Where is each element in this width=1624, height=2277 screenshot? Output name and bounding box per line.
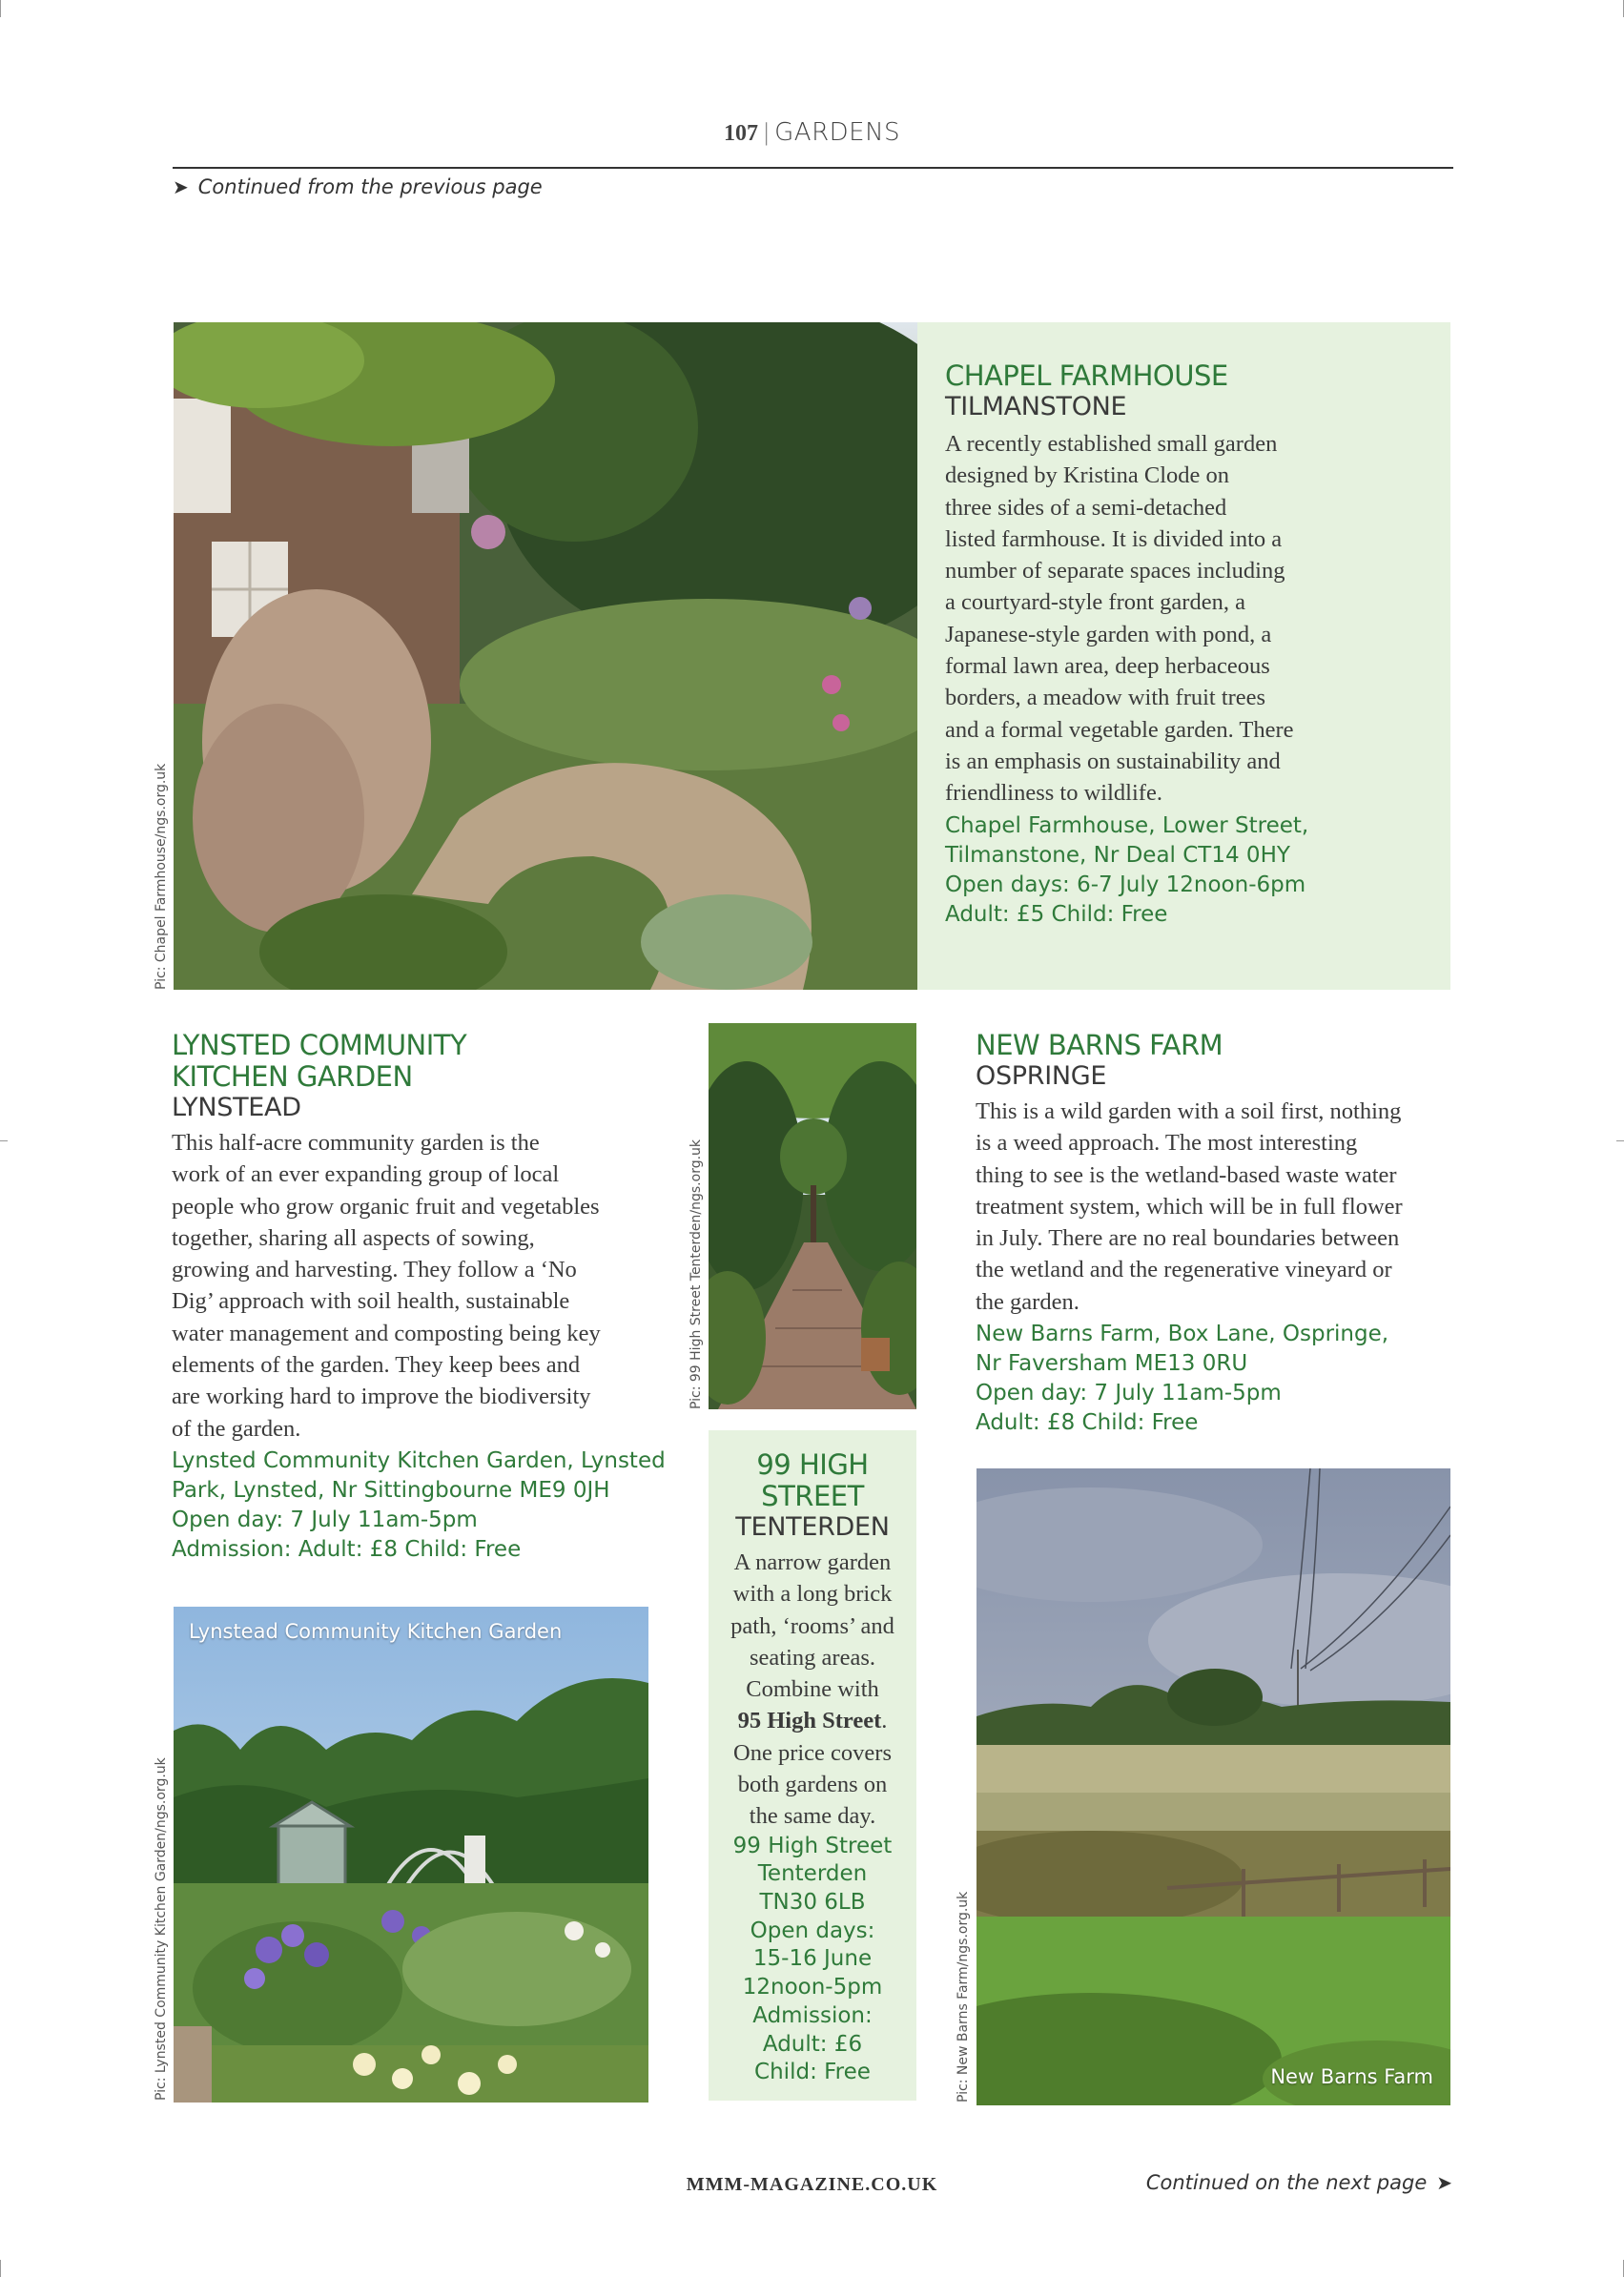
new-barns-photo-credit: Pic: New Barns Farm/ngs.org.uk bbox=[956, 1891, 971, 2103]
high-street-photo-credit: Pic: 99 High Street Tenterden/ngs.org.uk bbox=[689, 1138, 704, 1409]
new-barns-photo bbox=[976, 1468, 1450, 2105]
garden-photo-illustration bbox=[709, 1023, 916, 1409]
arrow-right-icon: ➤ bbox=[173, 175, 189, 198]
chapel-farmhouse-photo bbox=[174, 322, 917, 990]
high-street-photo bbox=[709, 1023, 916, 1409]
page-header: 107 | GARDENS bbox=[723, 118, 901, 147]
garden-details: 99 High Street Tenterden TN30 6LB Open days: 15-16 June 12noon-5pm Admission: Adult: £6 Child: Free bbox=[732, 1833, 893, 2085]
new-barns-photo-label: New Barns Farm bbox=[1270, 2065, 1433, 2088]
lynsted-photo bbox=[174, 1607, 648, 2103]
continued-from-note: ➤ Continued from the previous page bbox=[173, 175, 543, 198]
garden-photo-illustration bbox=[174, 1607, 648, 2103]
arrow-right-icon: ➤ bbox=[1436, 2171, 1452, 2194]
garden-title: CHAPEL FARMHOUSE bbox=[945, 359, 1228, 392]
lynsted-photo-credit: Pic: Lynsted Community Kitchen Garden/ngs.org.uk bbox=[154, 1757, 169, 2101]
continued-next-note: Continued on the next page ➤ bbox=[1145, 2171, 1452, 2194]
header-rule bbox=[173, 167, 1453, 169]
new-barns-entry bbox=[976, 1030, 1452, 1438]
garden-location: LYNSTEAD bbox=[172, 1093, 301, 1122]
garden-details: Chapel Farmhouse, Lower Street, Tilmanstone, Nr Deal CT14 0HY Open days: 6-7 July 12noon-6pm Adult: £5 Child: Free bbox=[945, 812, 1309, 927]
garden-description: A recently established small garden designed by Kristina Clode on three sides of a semi-detached listed farmhouse. It is divided into a number of separate spaces including a courtyard-style front garden, a Japanese-style garden with pond, a formal lawn area, deep herbaceous borders, a meadow with fruit trees and a formal vegetable garden. There is an emphasis on sustainability and friendliness to wildlife. bbox=[945, 431, 1294, 807]
garden-photo-illustration bbox=[976, 1468, 1450, 2105]
garden-description: This half-acre community garden is the work of an ever expanding group of local people who grow organic fruit and vegetables together, sharing all aspects of sowing, growing and harvesting. They follow a ‘No Dig’ approach with soil health, sustainable water management and composting being key elements of the garden. They keep bees and are working hard to improve the biodiversity of the garden. bbox=[172, 1130, 601, 1442]
section-title: GARDENS bbox=[774, 118, 901, 147]
garden-location: OSPRINGE bbox=[976, 1061, 1107, 1091]
lynsted-entry bbox=[172, 1030, 668, 1565]
crop-mark bbox=[0, 1140, 8, 1141]
garden-location: TENTERDEN bbox=[735, 1512, 890, 1542]
crop-mark bbox=[1616, 1140, 1624, 1141]
crop-mark bbox=[0, 2260, 1, 2277]
lynsted-photo-label: Lynstead Community Kitchen Garden bbox=[189, 1620, 563, 1643]
chapel-farmhouse-entry bbox=[945, 360, 1441, 930]
page-number: 107 bbox=[723, 121, 758, 146]
garden-photo-illustration bbox=[174, 322, 917, 990]
garden-title: NEW BARNS FARM bbox=[976, 1029, 1223, 1061]
garden-title: LYNSTED COMMUNITY KITCHEN GARDEN bbox=[172, 1029, 467, 1093]
garden-location: TILMANSTONE bbox=[945, 392, 1127, 421]
garden-title: 99 HIGH STREET bbox=[756, 1448, 869, 1512]
footer-website: MMM-MAGAZINE.CO.UK bbox=[686, 2174, 938, 2195]
garden-details: Lynsted Community Kitchen Garden, Lynsted Park, Lynsted, Nr Sittingbourne ME9 0JH Open day: 7 July 11am-5pm Admission: Adult: £8 Child: Free bbox=[172, 1447, 666, 1562]
chapel-photo-credit: Pic: Chapel Farmhouse/ngs.org.uk bbox=[154, 763, 169, 990]
crop-mark bbox=[0, 0, 1, 17]
garden-details: New Barns Farm, Box Lane, Ospringe, Nr Faversham ME13 0RU Open day: 7 July 11am-5pm Adult: £8 Child: Free bbox=[976, 1322, 1389, 1436]
garden-description: A narrow garden with a long brick path, ‘rooms’ and seating areas. Combine with 95 High Street. One price covers both gardens on the same day. bbox=[730, 1549, 894, 1830]
combined-garden-name: 95 High Street bbox=[737, 1708, 882, 1734]
garden-description: This is a wild garden with a soil first, nothing is a weed approach. The most interesting thing to see is the wetland-based waste water treatment system, which will be in full flower in July. There are no real boundaries between the wetland and the regenerative vineyard or the garden. bbox=[976, 1098, 1403, 1315]
high-street-entry bbox=[709, 1449, 916, 2087]
